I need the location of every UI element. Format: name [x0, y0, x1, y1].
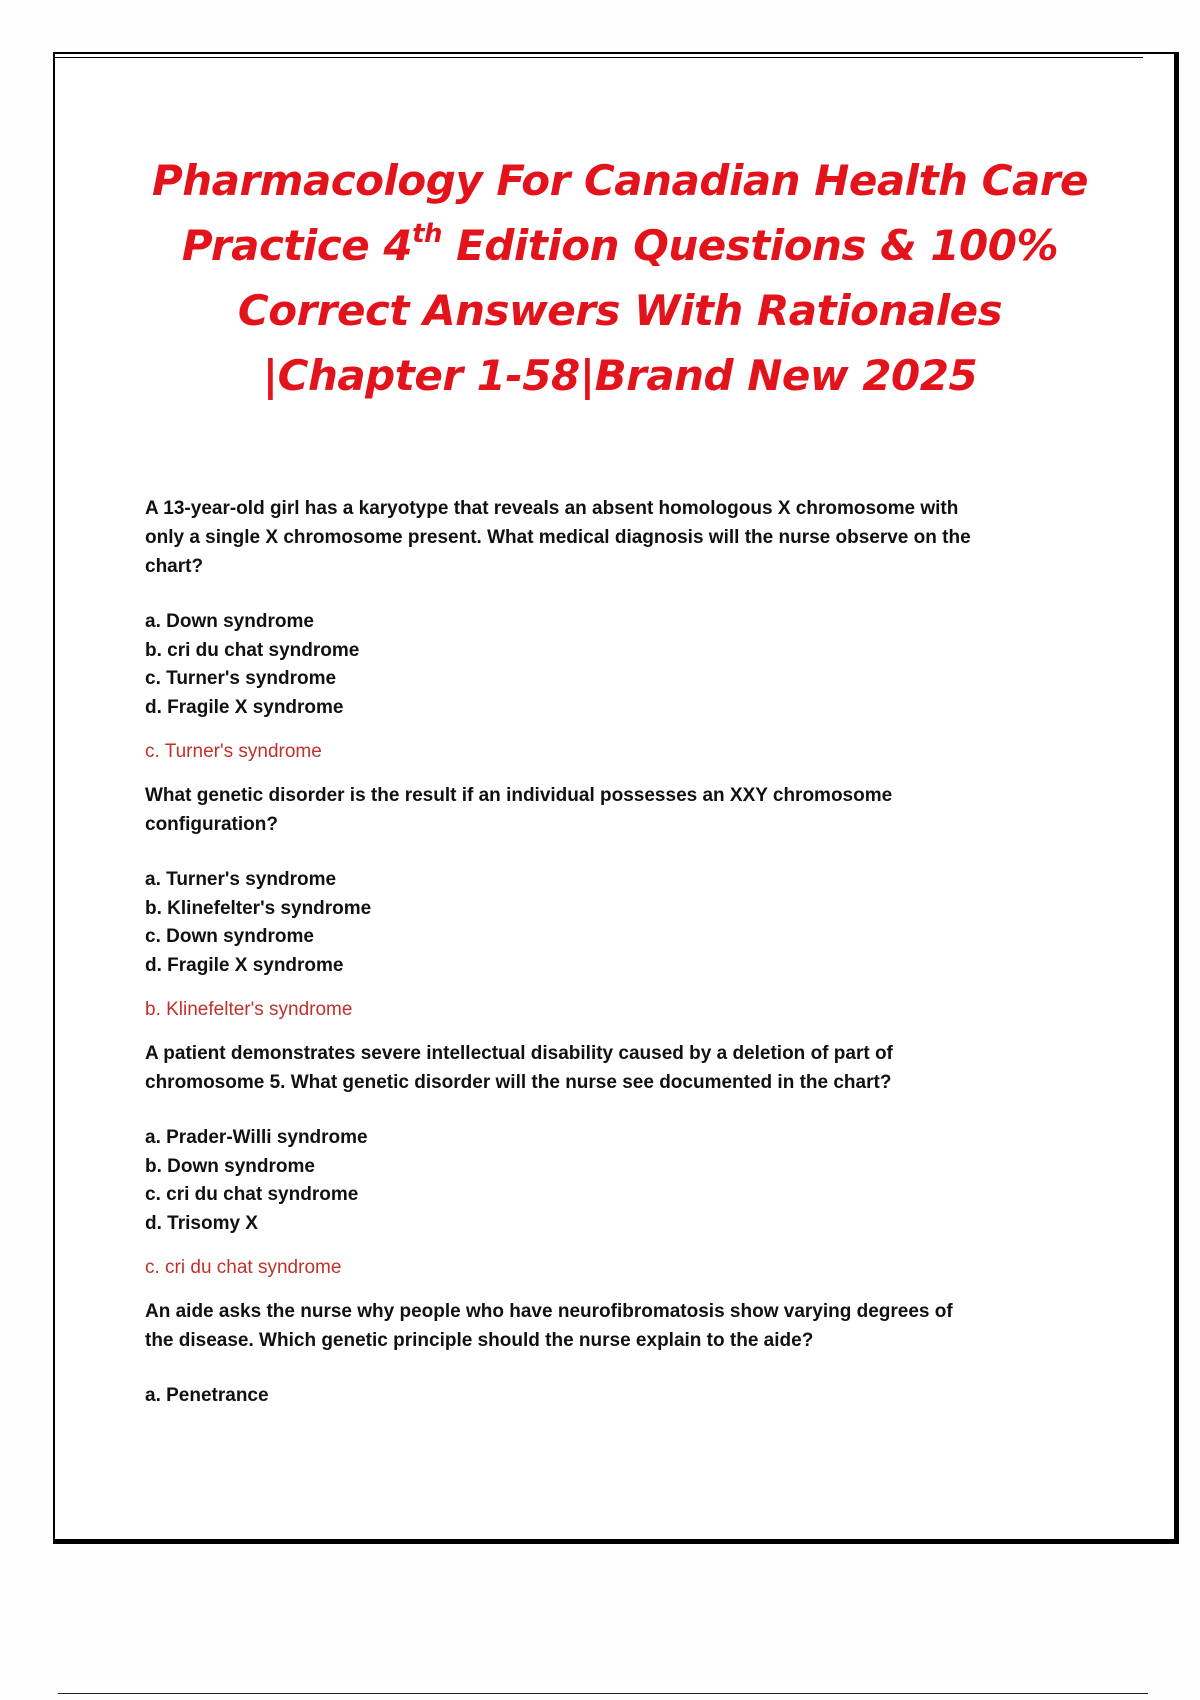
title-line-4: |Chapter 1-58|Brand New 2025	[262, 351, 978, 400]
option-c: c. Down syndrome	[145, 926, 314, 947]
question-text: A patient demonstrates severe intellectual disability caused by a deletion of part of chromosome 5. What genetic disorder will the nurse see documented in the chart?	[145, 1043, 893, 1093]
option-d: d. Fragile X syndrome	[145, 696, 344, 718]
correct-answer: c. Turner's syndrome	[145, 741, 322, 762]
question-text: What genetic disorder is the result if an individual possesses an XXY chromosome configuration?	[145, 785, 893, 835]
questions-section	[145, 494, 995, 1411]
frame-top-rule	[53, 57, 1143, 58]
option-b: b. cri du chat syndrome	[145, 639, 360, 661]
correct-answer: c. cri du chat syndrome	[145, 1257, 342, 1278]
document-title	[110, 148, 1130, 408]
option-list	[145, 866, 995, 980]
title-superscript: th	[412, 219, 443, 249]
option-a: a. Prader-Willi syndrome	[145, 1127, 368, 1148]
option-c: c. Turner's syndrome	[145, 668, 337, 689]
title-line-3: Correct Answers With Rationales	[237, 286, 1003, 335]
question-text: A 13-year-old girl has a karyotype that reveals an absent homologous X chromosome with only a single X chromosome present. What medical diagnosis will the nurse observe on the chart?	[145, 498, 971, 577]
option-list	[145, 1124, 995, 1238]
option-a: a. Turner's syndrome	[145, 869, 337, 890]
correct-answer: b. Klinefelter's syndrome	[145, 999, 353, 1020]
option-list	[145, 608, 995, 722]
title-line-2	[110, 213, 1130, 278]
option-list	[145, 1382, 995, 1411]
option-d: d. Trisomy X	[145, 1212, 258, 1234]
option-c: c. cri du chat syndrome	[145, 1184, 359, 1205]
title-line-1: Pharmacology For Canadian Health Care	[151, 156, 1089, 205]
question-block	[145, 1039, 995, 1282]
option-b: b. Klinefelter's syndrome	[145, 897, 372, 919]
title-line-2-end: Edition Questions & 100%	[442, 221, 1059, 270]
bottom-rule	[58, 1693, 1148, 1694]
question-text: An aide asks the nurse why people who have neurofibromatosis show varying degrees of the disease. Which genetic principle should the nurse explain to the aide?	[145, 1301, 953, 1351]
option-a: a. Down syndrome	[145, 611, 314, 632]
title-line-2-start: Practice 4	[181, 221, 413, 270]
option-d: d. Fragile X syndrome	[145, 954, 344, 976]
option-a: a. Penetrance	[145, 1385, 269, 1406]
question-block	[145, 494, 995, 766]
question-block	[145, 781, 995, 1024]
question-block	[145, 1297, 995, 1411]
option-b: b. Down syndrome	[145, 1155, 315, 1177]
